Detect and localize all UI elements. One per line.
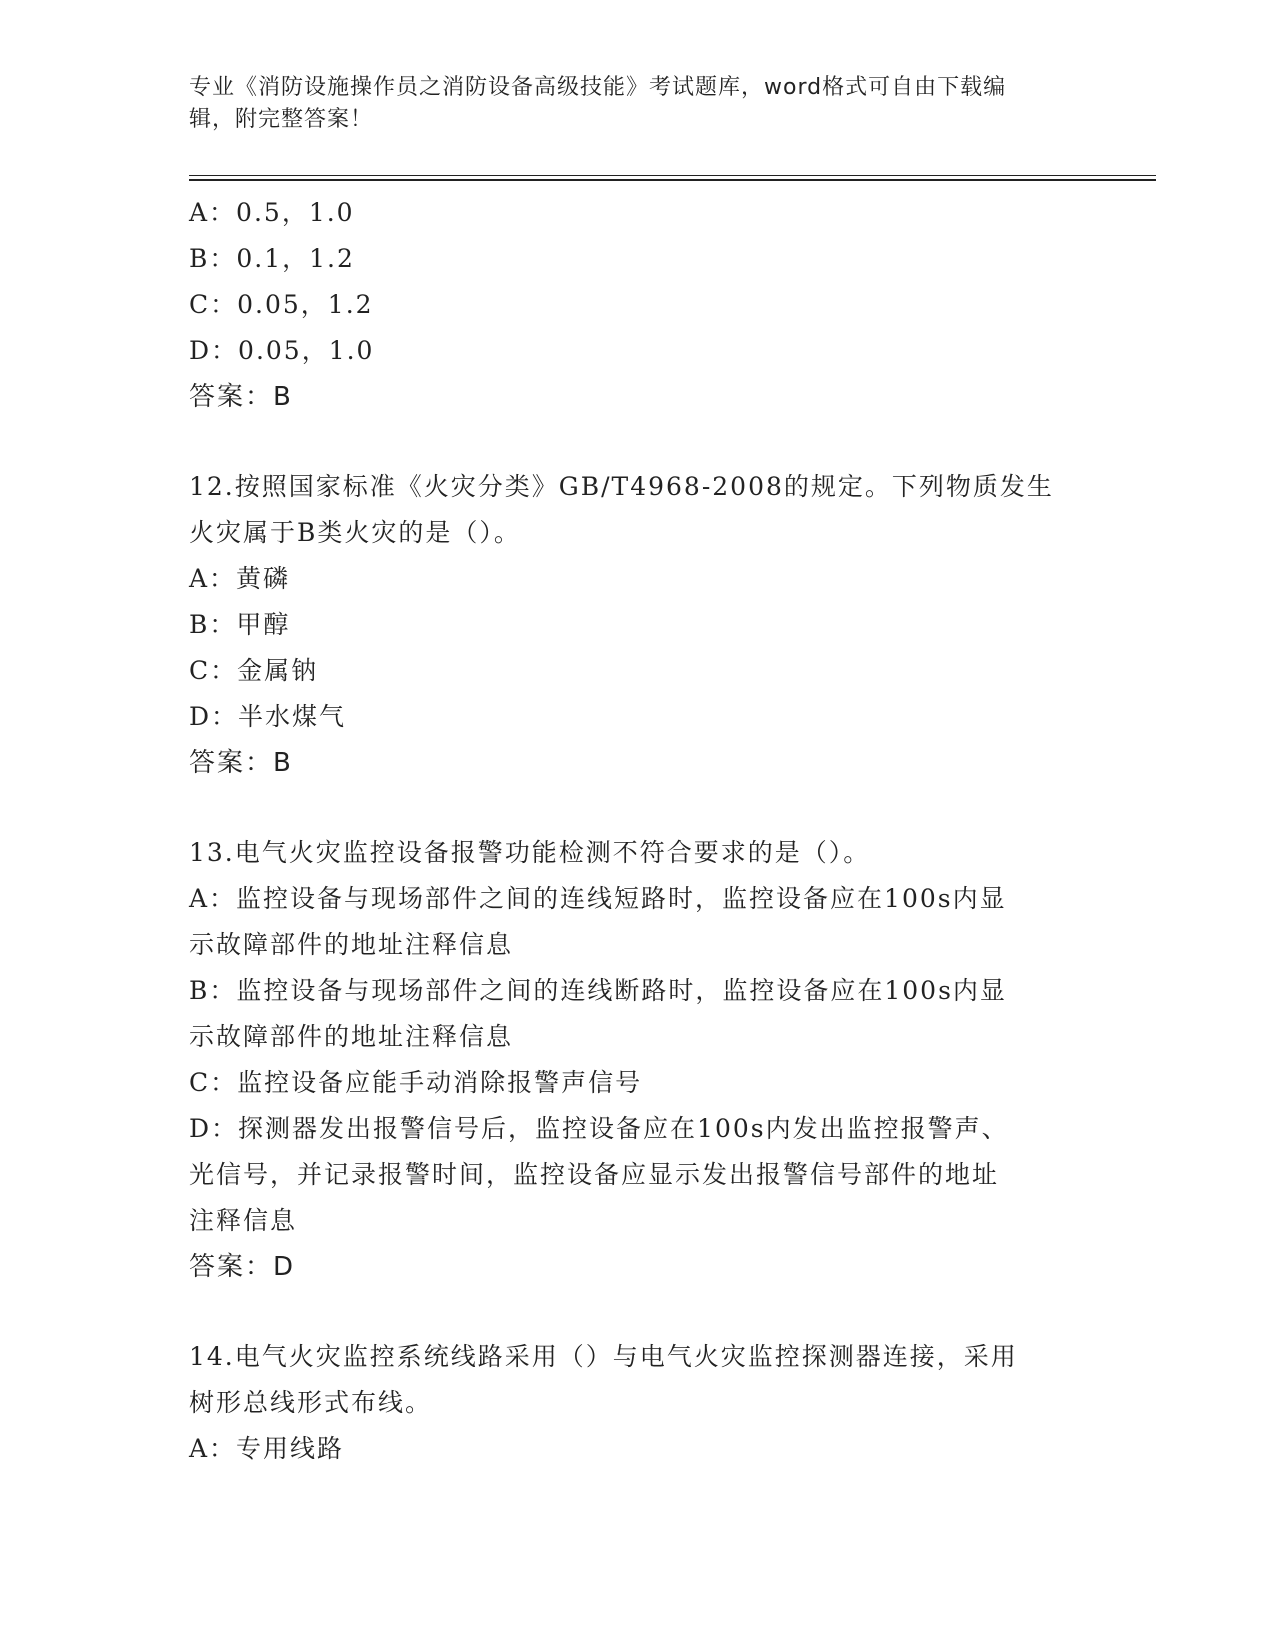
option-a-line-1: A：监控设备与现场部件之间的连线短路时，监控设备应在100s内显 bbox=[189, 884, 1007, 913]
header-line-1: 专业《消防设施操作员之消防设备高级技能》考试题库，word格式可自由下载编 bbox=[189, 75, 1007, 100]
option-d: D：半水煤气 bbox=[189, 702, 347, 731]
option-c: C：0.05，1.2 bbox=[189, 290, 374, 319]
option-d-line-3: 注释信息 bbox=[189, 1206, 298, 1235]
option-a-line-2: 示故障部件的地址注释信息 bbox=[189, 930, 514, 959]
option-b: B：0.1，1.2 bbox=[189, 244, 355, 273]
option-d-line-1: D：探测器发出报警信号后，监控设备应在100s内发出监控报警声、 bbox=[189, 1114, 1009, 1143]
option-a: A：专用线路 bbox=[189, 1434, 345, 1463]
question-13 bbox=[189, 830, 1089, 1290]
spacer bbox=[189, 1290, 1089, 1334]
option-b-line-2: 示故障部件的地址注释信息 bbox=[189, 1022, 514, 1051]
spacer bbox=[189, 420, 1089, 464]
question-12 bbox=[189, 464, 1089, 786]
question-stem-line: 树形总线形式布线。 bbox=[189, 1388, 433, 1417]
option-d-line-2: 光信号，并记录报警时间，监控设备应显示发出报警信号部件的地址 bbox=[189, 1160, 1000, 1189]
option-b-line-1: B：监控设备与现场部件之间的连线断路时，监控设备应在100s内显 bbox=[189, 976, 1007, 1005]
option-a: A：0.5，1.0 bbox=[189, 198, 355, 227]
question-14 bbox=[189, 1334, 1089, 1472]
spacer bbox=[189, 786, 1089, 830]
question-list bbox=[189, 190, 1089, 1472]
answer: 答案：B bbox=[189, 748, 293, 778]
question-stem-line: 12.按照国家标准《火灾分类》GB/T4968-2008的规定。下列物质发生 bbox=[189, 472, 1054, 501]
option-c: C：金属钠 bbox=[189, 656, 319, 685]
option-d: D：0.05，1.0 bbox=[189, 336, 375, 365]
header-divider-thin bbox=[189, 175, 1156, 176]
option-b: B：甲醇 bbox=[189, 610, 291, 639]
question-stem-line: 13.电气火灾监控设备报警功能检测不符合要求的是（）。 bbox=[189, 838, 871, 867]
question-stem-line: 14.电气火灾监控系统线路采用（）与电气火灾监控探测器连接，采用 bbox=[189, 1342, 1018, 1371]
answer: 答案：B bbox=[189, 382, 293, 412]
option-c: C：监控设备应能手动消除报警声信号 bbox=[189, 1068, 643, 1097]
document-header bbox=[189, 72, 1069, 136]
header-divider-thick bbox=[189, 179, 1156, 181]
answer: 答案：D bbox=[189, 1252, 296, 1282]
option-a: A：黄磷 bbox=[189, 564, 291, 593]
question-11 bbox=[189, 190, 1089, 420]
header-line-2: 辑，附完整答案！ bbox=[189, 107, 374, 132]
question-stem-line: 火灾属于B类火灾的是（）。 bbox=[189, 518, 521, 547]
